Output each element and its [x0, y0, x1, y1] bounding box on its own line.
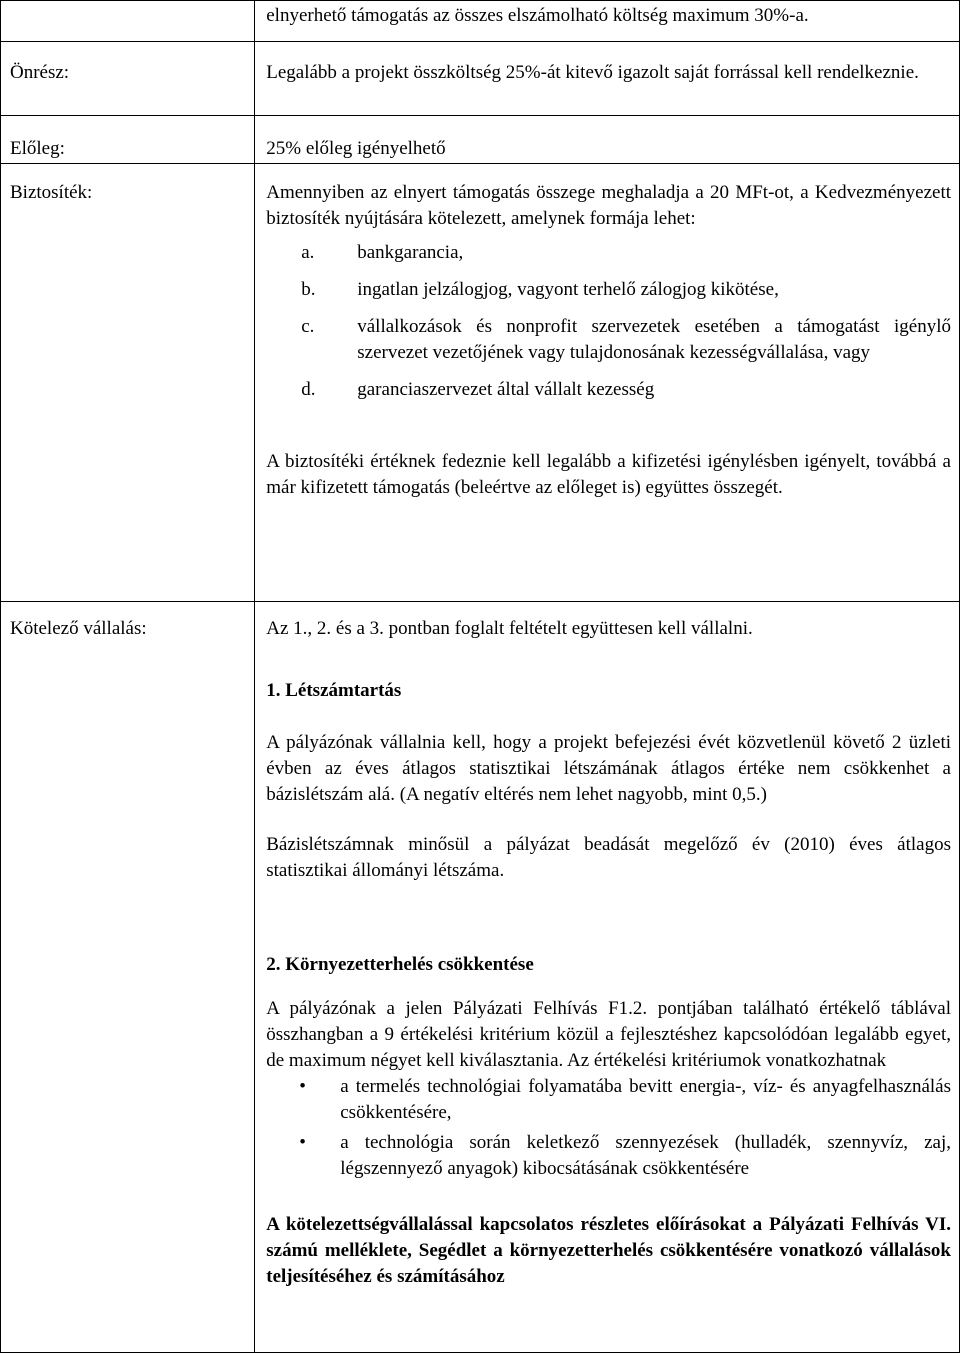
bullet-icon: •	[299, 1132, 306, 1153]
list-marker: a.	[301, 242, 315, 263]
list-item	[266, 377, 951, 403]
onresz-label: Önrész:	[10, 62, 70, 83]
list-item	[266, 314, 951, 366]
eloleg-content-cell	[255, 116, 960, 164]
list-item-text: a technológia során keletkező szennyezések (hulladék, szennyvíz, zaj, légszennyező anyagok) kibocsátásának csökkentésére	[340, 1132, 951, 1179]
table-row-biztositek	[1, 164, 960, 602]
list-item-text: vállalkozások és nonprofit szervezetek esetében a támogatást igénylő szervezet vezetőjének vagy tulajdonosának kezességvállalása, vagy	[357, 316, 951, 363]
row-content-support-rate	[255, 1, 960, 42]
kotelezo-intro: Az 1., 2. és a 3. pontban foglalt feltételt együttesen kell vállalni.	[266, 618, 753, 639]
table-row-onresz	[1, 42, 960, 116]
requirements-note: A kötelezettségvállalással kapcsolatos részletes előírásokat a Pályázati Felhívás VI. számú melléklete, Segédlet a környezetterhelés csökkentésére vonatkozó vállalások teljesítéséhez és számításához	[266, 1214, 951, 1287]
list-item-text: garanciaszervezet által vállalt kezesség	[357, 379, 655, 400]
list-marker: c.	[301, 316, 315, 337]
biztositek-label: Biztosíték:	[10, 182, 93, 203]
list-item	[266, 1130, 951, 1182]
biztositek-content-cell	[255, 164, 960, 602]
onresz-text: Legalább a projekt összköltség 25%-át kitevő igazolt saját forrással kell rendelkeznie.	[266, 62, 919, 83]
kotelezo-content-cell	[255, 602, 960, 1353]
row-label-empty	[1, 1, 255, 42]
list-marker: d.	[301, 379, 316, 400]
kotelezo-label: Kötelező vállalás:	[10, 618, 147, 639]
list-item	[266, 277, 951, 303]
onresz-content-cell	[255, 42, 960, 116]
list-item-text: ingatlan jelzálogjog, vagyont terhelő zálogjog kikötése,	[357, 279, 779, 300]
support-rate-text: elnyerhető támogatás az összes elszámolható költség maximum 30%-a.	[266, 5, 809, 26]
list-item-text: bankgarancia,	[357, 242, 464, 263]
letszamtartas-paragraph-1: A pályázónak vállalnia kell, hogy a projekt befejezési évét közvetlenül követő 2 üzleti évben az éves átlagos statisztikai létszámának átlagos értéke nem csökkenhet a bázislétszám alá. (A negatív eltérés nem lehet nagyobb, mint 0,5.)	[266, 732, 951, 805]
eloleg-label-cell	[1, 116, 255, 164]
list-item	[266, 1074, 951, 1126]
eloleg-label: Előleg:	[10, 138, 65, 159]
table-row-kotelezo	[1, 602, 960, 1353]
guarantee-type-list	[266, 240, 951, 403]
criteria-bullet-list	[266, 1074, 951, 1182]
biztositek-footer: A biztosítéki értéknek fedeznie kell legalább a kifizetési igénylésben igényelt, továbbá a már kifizetett támogatás (beleértve az előleget is) együttes összegét.	[266, 451, 951, 498]
biztositek-intro: Amennyiben az elnyert támogatás összege meghaladja a 20 MFt-ot, a Kedvezményezett biztosíték nyújtására kötelezett, amelynek formája lehet:	[266, 182, 951, 229]
kotelezo-label-cell	[1, 602, 255, 1353]
section-heading-kornyezetterheles: 2. Környezetterhelés csökkentése	[266, 954, 534, 975]
bullet-icon: •	[299, 1076, 306, 1097]
eloleg-text: 25% előleg igényelhető	[266, 138, 446, 159]
kornyezetterheles-paragraph: A pályázónak a jelen Pályázati Felhívás F1.2. pontjában található értékelő táblával összhangban a 9 értékelési kritérium közül a fejlesztéshez kapcsolódóan legalább egyet, de maximum négyet kell kiválasztania. Az értékelési kritériumok vonatkozhatnak	[266, 998, 951, 1071]
list-marker: b.	[301, 279, 316, 300]
list-item	[266, 240, 951, 266]
table-row-support-rate	[1, 1, 960, 42]
letszamtartas-paragraph-2: Bázislétszámnak minősül a pályázat beadását megelőző év (2010) éves átlagos statisztikai állományi létszáma.	[266, 834, 951, 881]
biztositek-label-cell	[1, 164, 255, 602]
onresz-label-cell	[1, 42, 255, 116]
list-item-text: a termelés technológiai folyamatába bevitt energia-, víz- és anyagfelhasználás csökkentésére,	[340, 1076, 951, 1123]
table-row-eloleg	[1, 116, 960, 164]
section-heading-letszamtartas: 1. Létszámtartás	[266, 680, 402, 701]
